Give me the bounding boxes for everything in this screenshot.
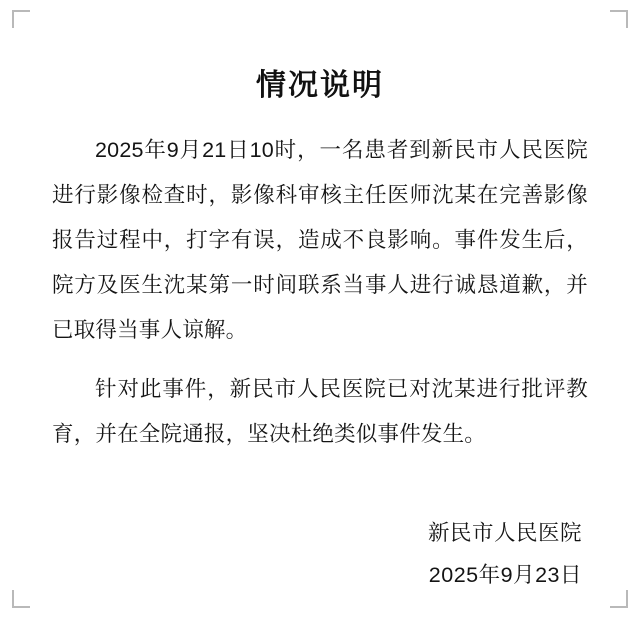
paragraph-1: 2025年9月21日10时，一名患者到新民市人民医院进行影像检查时，影像科审核主任医师沈某在完善影像报告过程中，打字有误，造成不良影响。事件发生后，院方及医生沈某第一时间联系当事人进行诚恳道歉，并已取得当事人谅解。 xyxy=(52,138,588,342)
document-body xyxy=(52,128,588,465)
crop-mark-bottom-left-icon xyxy=(12,590,30,608)
crop-mark-top-right-icon xyxy=(610,10,628,28)
signature-organization: 新民市人民医院 xyxy=(427,521,582,545)
paragraph-2: 针对此事件，新民市人民医院已对沈某进行批评教育，并在全院通报，坚决杜绝类似事件发生。 xyxy=(52,377,588,446)
crop-mark-bottom-right-icon xyxy=(610,590,628,608)
crop-mark-top-left-icon xyxy=(12,10,30,28)
signature-date: 2025年9月23日 xyxy=(428,563,582,587)
signature-block xyxy=(428,512,582,596)
page-title: 情况说明 xyxy=(256,69,384,103)
